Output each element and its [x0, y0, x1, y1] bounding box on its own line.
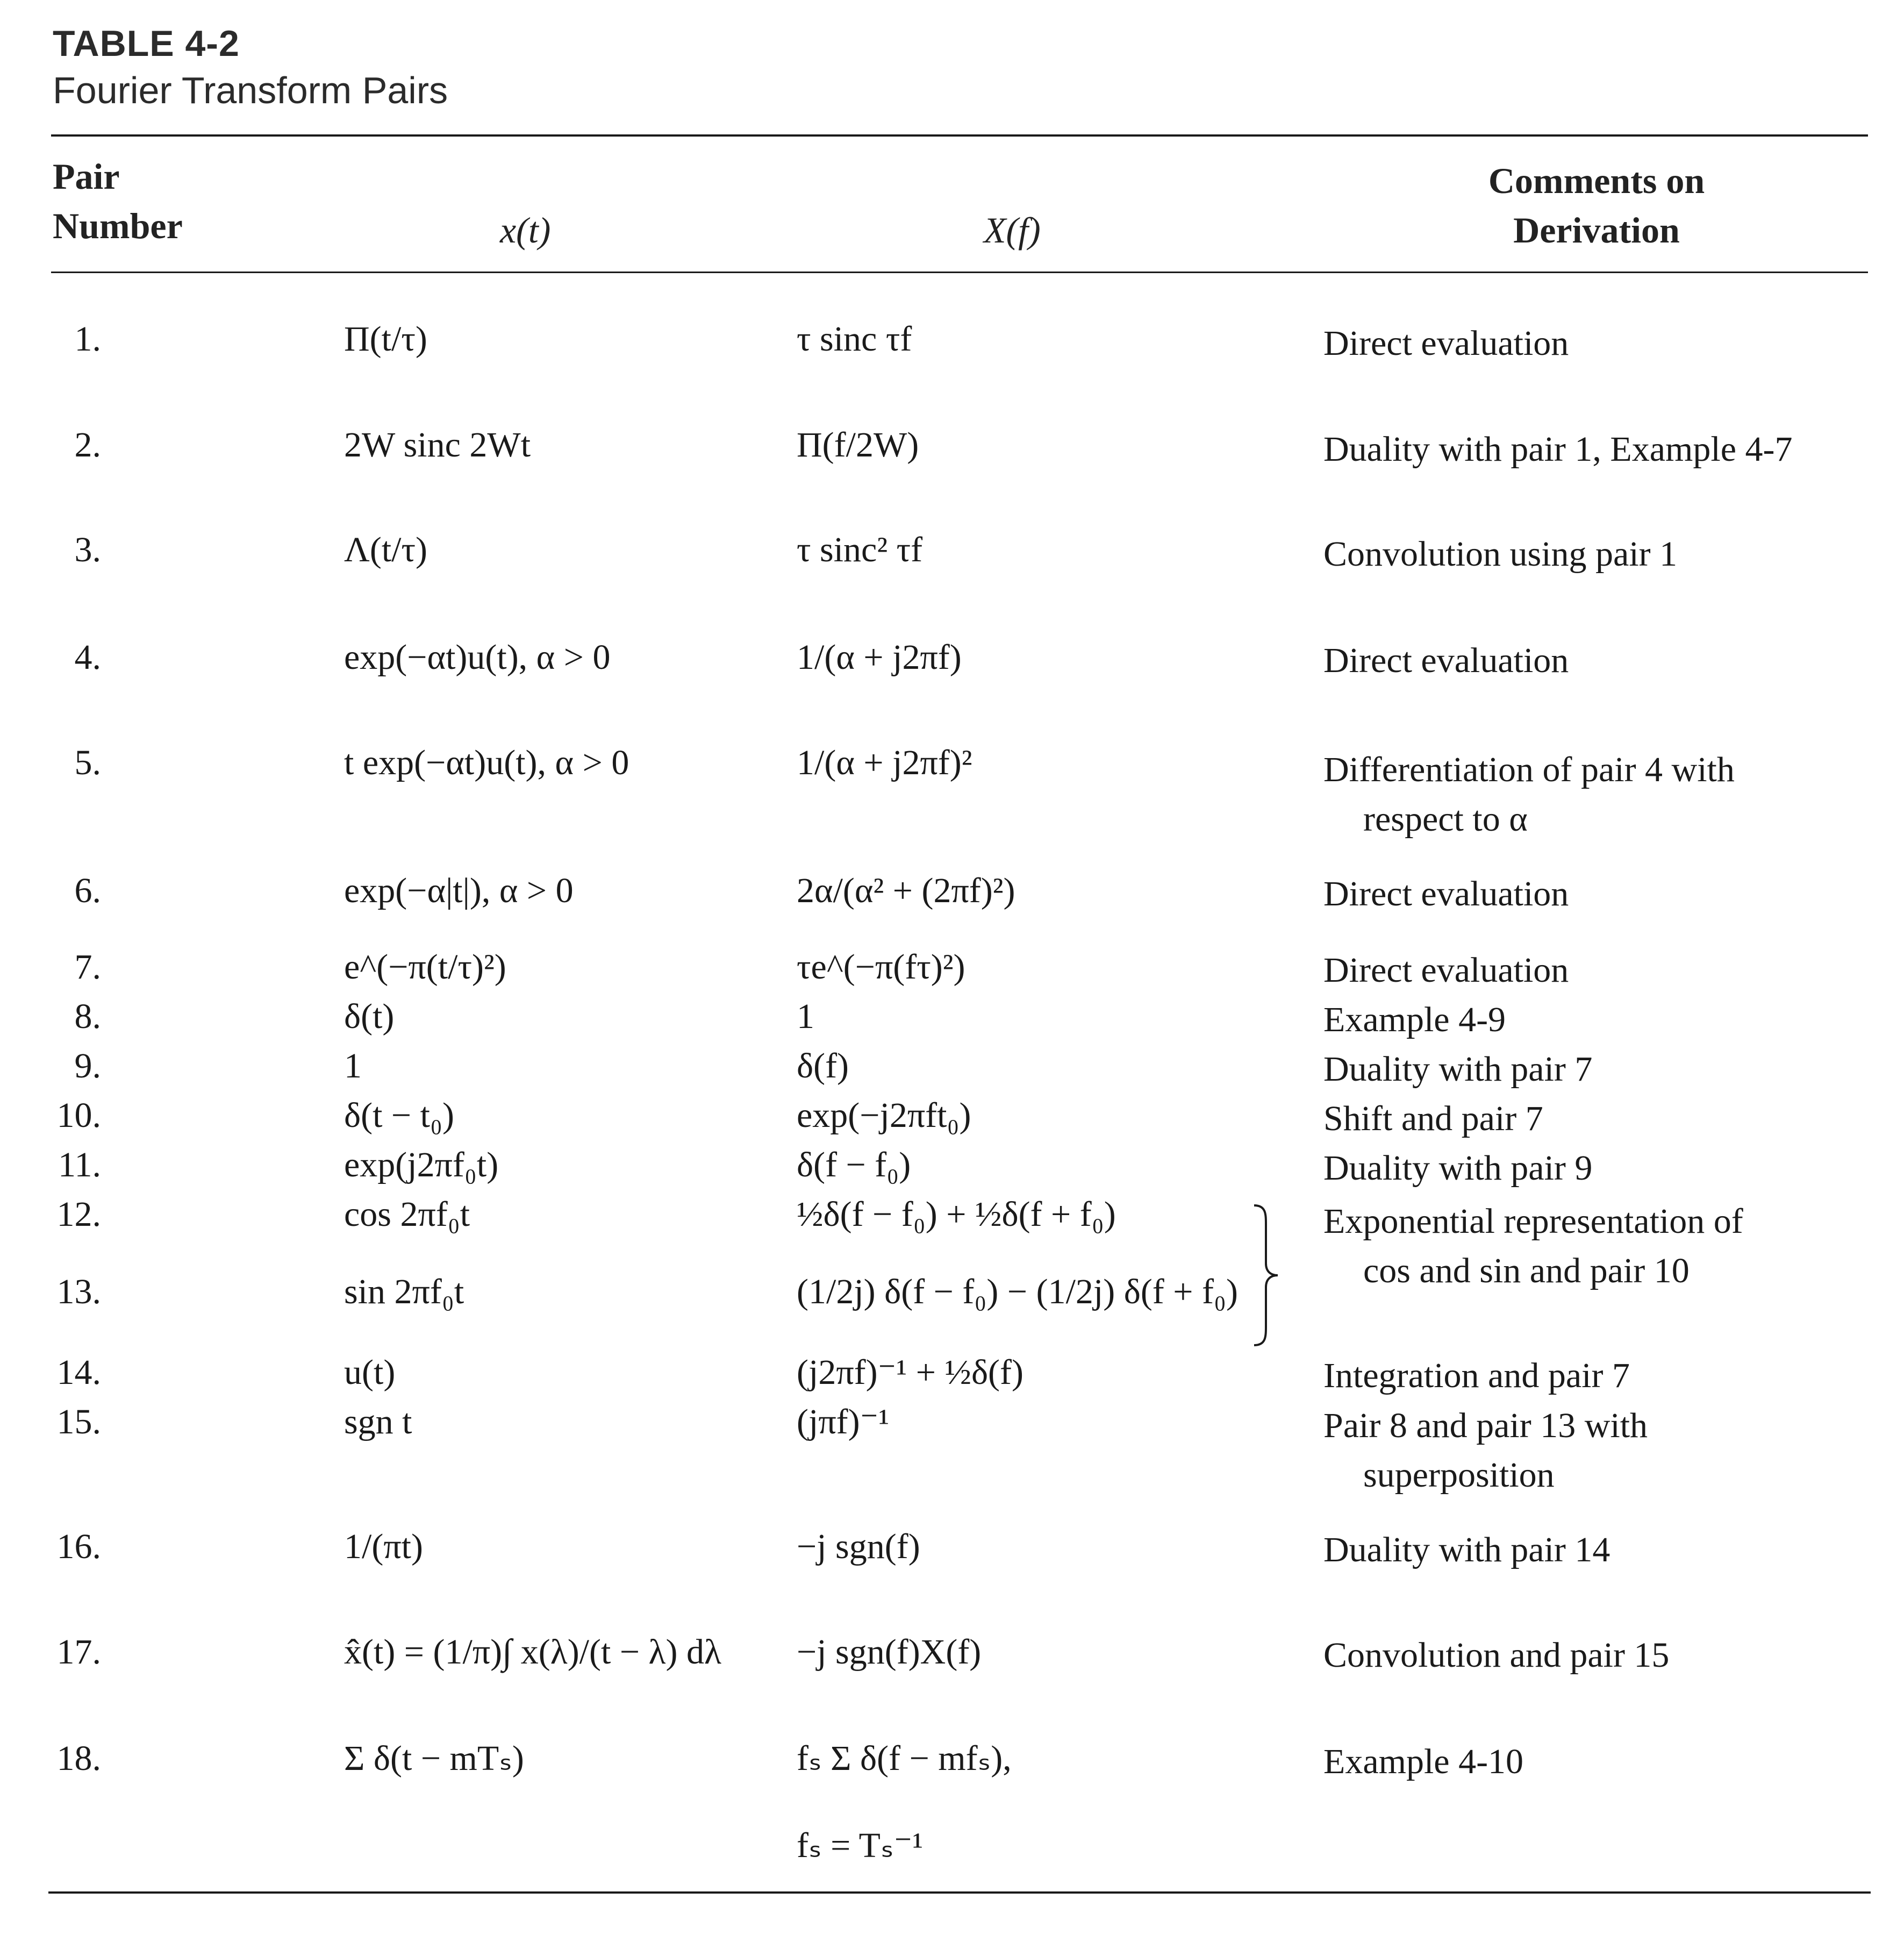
table-label: TABLE 4-2 [53, 23, 240, 64]
row-10-number: 10. [56, 1096, 101, 1135]
row-2-Xf: Π(f/2W) [797, 425, 919, 465]
row-16-comment: Duality with pair 14 [1323, 1530, 1610, 1569]
row-5-xt: t exp(−αt)u(t), α > 0 [344, 743, 629, 782]
row-4-Xf: 1/(α + j2πf) [797, 638, 962, 677]
row-3-xt: Λ(t/τ) [344, 530, 428, 569]
row-14-xt: u(t) [344, 1353, 396, 1392]
row-3-number: 3. [74, 530, 101, 569]
row-5-number: 5. [74, 743, 101, 782]
row-10-xt: δ(t − t₀) [344, 1096, 454, 1135]
row-6-xt: exp(−α|t|), α > 0 [344, 871, 574, 910]
row-15-comment: Pair 8 and pair 13 with superposition [1323, 1406, 1648, 1495]
row-16-Xf: −j sgn(f) [797, 1527, 920, 1566]
row-6-comment: Direct evaluation [1323, 874, 1569, 913]
row-9-Xf: δ(f) [797, 1046, 849, 1086]
row-4-number: 4. [74, 638, 101, 677]
row-11-xt: exp(j2πf₀t) [344, 1145, 499, 1184]
table-bottom-rule [48, 1891, 1871, 1894]
row-5-Xf: 1/(α + j2πf)² [797, 743, 972, 782]
table-top-rule [51, 134, 1868, 137]
row-3-Xf: τ sinc² τf [797, 530, 923, 569]
row-18-Xf: fₛ Σ δ(f − mfₛ), [797, 1739, 1012, 1778]
row-13-xt: sin 2πf₀t [344, 1272, 464, 1311]
row-17-xt: x̂(t) = (1/π)∫ x(λ)/(t − λ) dλ [344, 1632, 722, 1672]
row-6-number: 6. [74, 871, 101, 910]
row-13-Xf: (1/2j) δ(f − f₀) − (1/2j) δ(f + f₀) [797, 1272, 1238, 1311]
row-12-number: 12. [56, 1195, 101, 1234]
row-17-comment: Convolution and pair 15 [1323, 1636, 1670, 1675]
row-14-Xf: (j2πf)⁻¹ + ½δ(f) [797, 1353, 1023, 1392]
header-X-f: X(f) [984, 210, 1041, 251]
row-10-Xf: exp(−j2πft₀) [797, 1096, 971, 1135]
row-15-number: 15. [56, 1402, 101, 1441]
row-8-comment: Example 4-9 [1323, 1000, 1506, 1039]
row-7-xt: e^(−π(t/τ)²) [344, 947, 506, 987]
header-pair-number: Pair Number [53, 156, 183, 246]
row-15-xt: sgn t [344, 1402, 412, 1441]
row-2-number: 2. [74, 425, 101, 465]
row-16-xt: 1/(πt) [344, 1527, 423, 1566]
row-11-comment: Duality with pair 9 [1323, 1148, 1593, 1188]
row-18-number: 18. [56, 1739, 101, 1778]
row-16-number: 16. [56, 1527, 101, 1566]
header-rule [51, 272, 1868, 273]
header-comments: Comments on Derivation [1488, 160, 1705, 251]
row-18-Xf-line2: fₛ = Tₛ⁻¹ [797, 1826, 924, 1865]
row-18-xt: Σ δ(t − mTₛ) [344, 1739, 524, 1778]
row-9-comment: Duality with pair 7 [1323, 1049, 1593, 1089]
row-8-xt: δ(t) [344, 997, 395, 1036]
row-14-comment: Integration and pair 7 [1323, 1356, 1630, 1395]
row-11-Xf: δ(f − f₀) [797, 1145, 911, 1184]
row-17-number: 17. [56, 1632, 101, 1672]
row-7-number: 7. [74, 947, 101, 987]
row-12-Xf: ½δ(f − f₀) + ½δ(f + f₀) [797, 1195, 1116, 1234]
row-7-Xf: τe^(−π(fτ)²) [797, 947, 965, 987]
row-11-number: 11. [58, 1145, 101, 1184]
row-8-Xf: 1 [797, 997, 814, 1036]
row-14-number: 14. [56, 1353, 101, 1392]
row-6-Xf: 2α/(α² + (2πf)²) [797, 871, 1015, 910]
row-1-number: 1. [74, 319, 101, 359]
table-title: Fourier Transform Pairs [53, 69, 448, 111]
row-8-number: 8. [74, 997, 101, 1036]
row-9-xt: 1 [344, 1046, 362, 1086]
row-7-comment: Direct evaluation [1323, 951, 1569, 990]
row-5-comment: Differentiation of pair 4 with respect to α [1323, 750, 1735, 839]
row-2-xt: 2W sinc 2Wt [344, 425, 531, 465]
row-1-Xf: τ sinc τf [797, 319, 912, 359]
row-4-comment: Direct evaluation [1323, 641, 1569, 680]
row-15-Xf: (jπf)⁻¹ [797, 1402, 890, 1441]
row-12-13-comment: Exponential representation of cos and sin and pair 10 [1323, 1202, 1743, 1290]
right-brace-icon [1250, 1203, 1282, 1347]
row-17-Xf: −j sgn(f)X(f) [797, 1632, 982, 1672]
row-12-xt: cos 2πf₀t [344, 1195, 470, 1234]
row-4-xt: exp(−αt)u(t), α > 0 [344, 638, 611, 677]
row-9-number: 9. [74, 1046, 101, 1086]
row-1-comment: Direct evaluation [1323, 324, 1569, 363]
row-18-comment: Example 4-10 [1323, 1742, 1524, 1781]
row-3-comment: Convolution using pair 1 [1323, 534, 1678, 574]
row-10-comment: Shift and pair 7 [1323, 1099, 1543, 1138]
row-2-comment: Duality with pair 1, Example 4-7 [1323, 430, 1793, 469]
row-1-xt: Π(t/τ) [344, 319, 427, 359]
row-13-number: 13. [56, 1272, 101, 1311]
header-x-t: x(t) [500, 210, 551, 251]
